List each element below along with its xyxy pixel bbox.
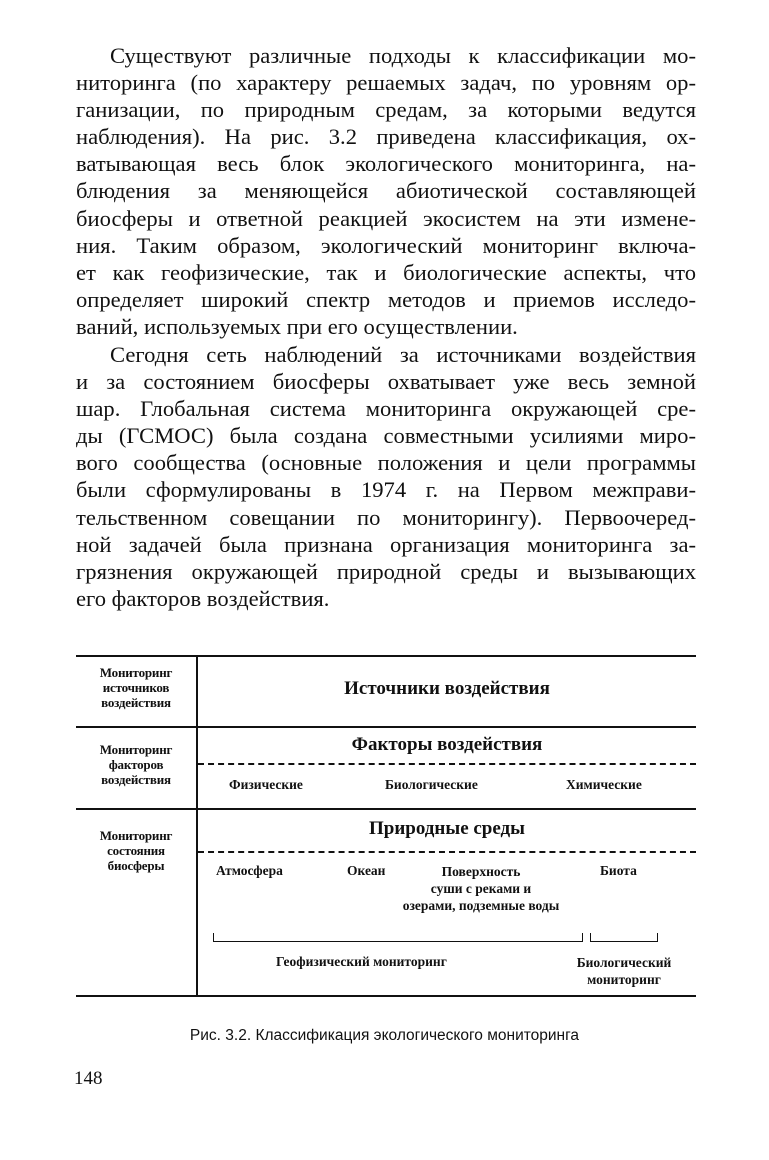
text-line: ниторинга (по характеру решаемых задач, по уровням ор- [76,70,696,96]
text-line: были сформулированы в 1974 г. на Первом межправи- [76,477,696,503]
paragraph-2 [76,341,696,612]
heading-impact-sources: Источники воздействия [344,678,550,699]
dashed-divider [198,763,696,765]
classification-figure [76,655,696,997]
label-biological: Биологические [385,777,478,792]
biological-bracket [590,933,658,942]
text-line: и за состоянием биосферы охватывает уже весь земной [76,369,696,395]
text-line: наблюдения). На рис. 3.2 приведена классификация, ох- [76,124,696,150]
text-line: биосферы и ответной реакцией экосистем на эти измене- [76,205,696,231]
row-label-sources-monitoring: Мониторинг источников воздействия [99,665,173,710]
text-line: грязнения окружающей природной среды и вызывающих [76,558,696,584]
row-label-factors-monitoring: Мониторинг факторов воздействия [99,742,173,787]
text-line: тельственном совещании по мониторингу). Первоочеред- [76,504,696,530]
row-divider [76,808,696,810]
text-line: ватывающая весь блок экологического мониторинга, на- [76,151,696,177]
heading-natural-environments: Природные среды [368,818,526,839]
geophysical-bracket [213,933,583,942]
label-biological-monitoring: Биологический мониторинг [576,955,672,987]
figure-caption: Рис. 3.2. Классификация экологического мониторинга [189,1027,580,1044]
text-line: определяет широкий спектр методов и приемов исследо- [76,286,696,312]
text-line: ганизации, по природным средам, за которыми ведутся [76,97,696,123]
label-land-surface: Поверхность суши с реками и озерами, подземные воды [402,864,560,913]
heading-impact-factors: Факторы воздействия [351,734,543,755]
text-line: Существуют различные подходы к классификации мо- [110,43,696,68]
page-number: 148 [74,1068,103,1089]
label-ocean: Океан [347,863,386,878]
figure-bottom-rule [76,995,696,997]
text-line: ет как геофизические, так и биологические аспекты, что [76,259,696,285]
text-line: ваний, используемых при его осуществлении. [76,313,518,339]
row-divider [76,726,696,728]
text-line: шар. Глобальная система мониторинга окружающей сре- [76,396,696,422]
paragraph-1 [76,42,696,340]
label-atmosphere: Атмосфера [216,863,283,878]
dashed-divider [198,851,696,853]
label-chemical: Химические [566,777,642,792]
figure-top-rule [76,655,696,657]
row-label-biosphere-monitoring: Мониторинг состояния биосферы [99,828,173,873]
text-line: ной задачей была признана организация мониторинга за- [76,531,696,557]
text-line: блюдения за меняющейся абиотической составляющей [76,178,696,204]
text-line: Сегодня сеть наблюдений за источниками воздействия [110,342,696,367]
label-physical: Физические [229,777,303,792]
text-line: его факторов воздействия. [76,585,330,611]
text-line: ния. Таким образом, экологический мониторинг включа- [76,232,696,258]
label-biota: Биота [600,863,637,878]
label-geophysical-monitoring: Геофизический мониторинг [276,954,447,969]
text-line: вого сообщества (основные положения и цели программы [76,450,696,476]
text-line: ды (ГСМОС) была создана совместными усилиями миро- [76,423,696,449]
